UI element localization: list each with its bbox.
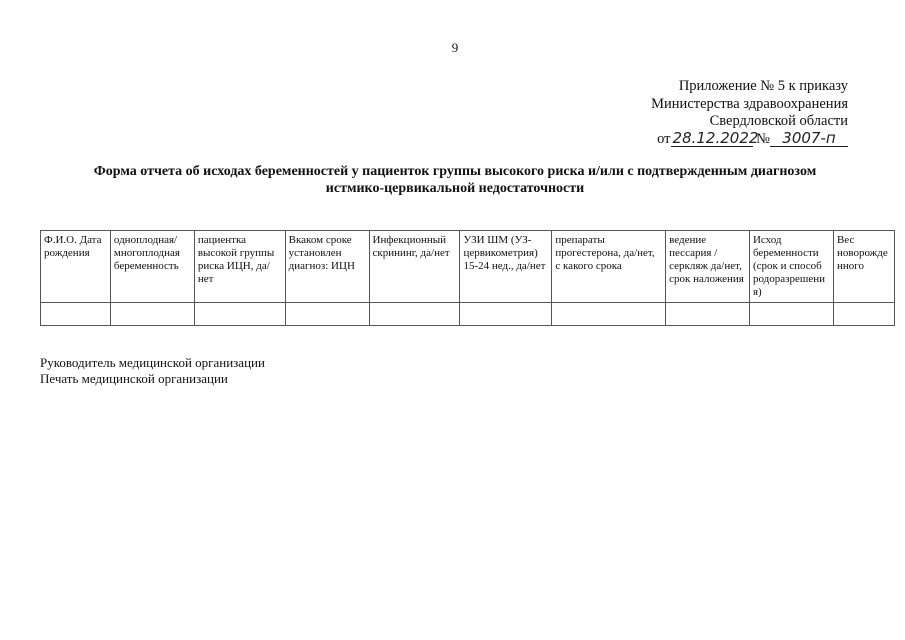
table-cell bbox=[41, 303, 111, 326]
head-of-organization-label: Руководитель медицинской организации bbox=[40, 355, 265, 370]
column-header: препараты прогестерона, да/нет, с какого срока bbox=[552, 231, 666, 303]
appendix-line-3: Свердловской области bbox=[709, 113, 848, 129]
number-label: № bbox=[756, 130, 770, 147]
column-header: ведение пессария /серкляж да/нет, срок наложения bbox=[666, 231, 750, 303]
table-cell bbox=[460, 303, 552, 326]
appendix-line-1: Приложение № 5 к приказу bbox=[678, 78, 848, 94]
column-header: Ф.И.О. Дата рождения bbox=[41, 231, 111, 303]
report-table bbox=[40, 230, 895, 326]
page-number: 9 bbox=[451, 40, 459, 55]
column-header: пациентка высокой группы риска ИЦН, да/нет bbox=[194, 231, 285, 303]
signature-footer bbox=[40, 355, 265, 387]
form-title-line-1: Форма отчета об исходах беременностей у пациенток группы высокого риска и/или с подтвержденным диагнозом bbox=[93, 164, 817, 179]
column-header: Вкаком сроке установлен диагноз: ИЦН bbox=[285, 231, 369, 303]
column-header: УЗИ ШМ (УЗ-цервикометрия) 15-24 нед., да/нет bbox=[460, 231, 552, 303]
table-cell bbox=[833, 303, 894, 326]
form-title bbox=[55, 163, 855, 197]
table-cell bbox=[194, 303, 285, 326]
table-cell bbox=[552, 303, 666, 326]
organization-stamp-label: Печать медицинской организации bbox=[40, 371, 228, 386]
form-title-line-2: истмико-цервикальной недостаточности bbox=[325, 181, 585, 196]
column-header: Инфекционный скрининг, да/нет bbox=[369, 231, 460, 303]
table-row bbox=[41, 303, 895, 326]
from-label: от bbox=[657, 130, 671, 147]
table-cell bbox=[749, 303, 833, 326]
appendix-block bbox=[548, 78, 848, 148]
table-cell bbox=[369, 303, 460, 326]
column-header: Исход беременности (срок и способ родоразрешени я) bbox=[749, 231, 833, 303]
table-header-row bbox=[41, 231, 895, 303]
handwritten-order-date: 28.12.2022 bbox=[672, 128, 759, 147]
column-header: одноплодная/ многоплодная беременность bbox=[110, 231, 194, 303]
appendix-line-2: Министерства здравоохранения bbox=[651, 95, 848, 112]
handwritten-order-number: 3007-п bbox=[770, 131, 848, 147]
order-date-number-line bbox=[657, 128, 848, 149]
table-cell bbox=[110, 303, 194, 326]
table-cell bbox=[666, 303, 750, 326]
table-cell bbox=[285, 303, 369, 326]
column-header: Вес новорожде нного bbox=[833, 231, 894, 303]
